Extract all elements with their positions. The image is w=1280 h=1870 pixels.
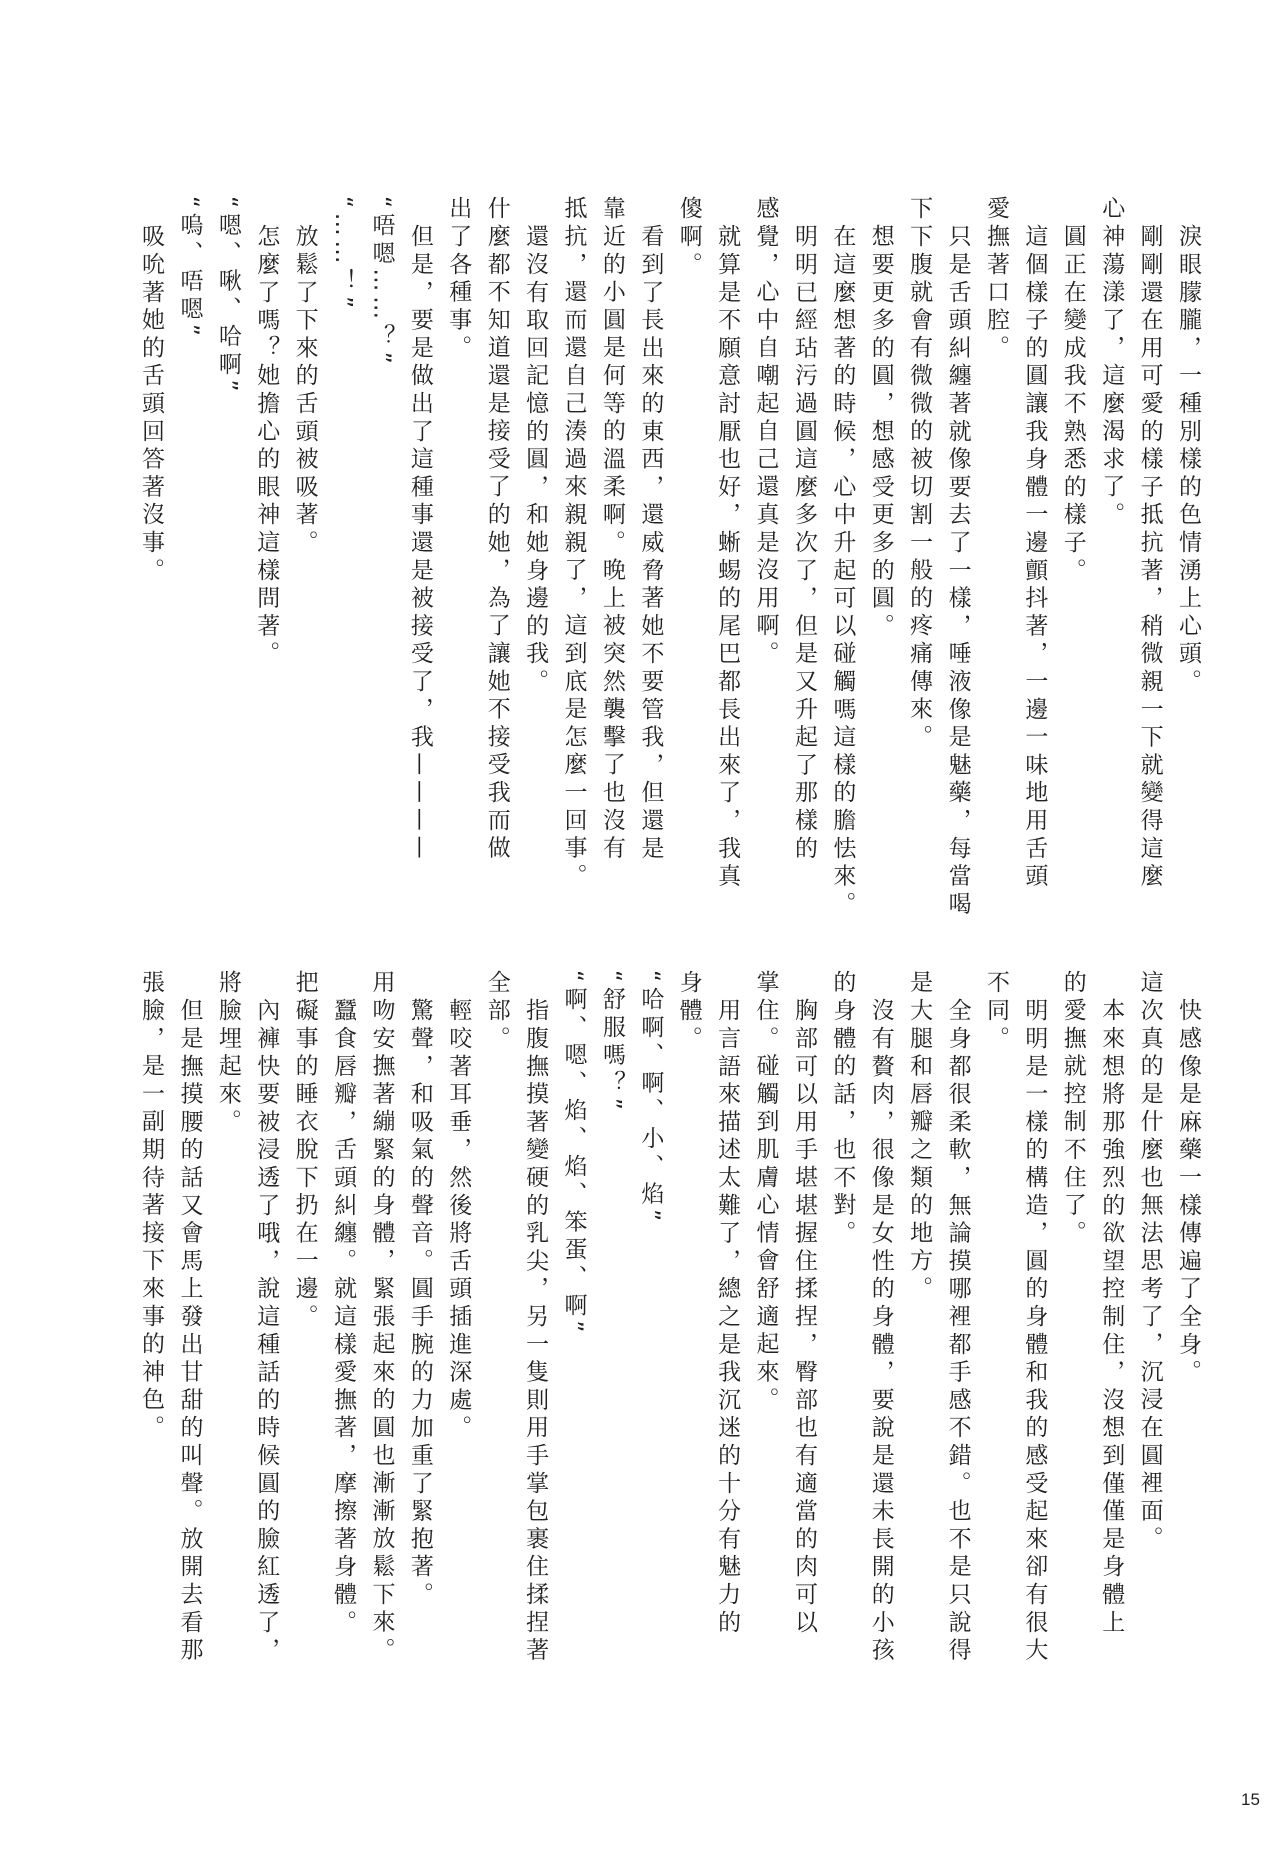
text-column: 不同。 (982, 970, 1009, 1054)
text-column: 快感像是麻藥一樣傳遍了全身。 (1175, 997, 1201, 1387)
text-column: 就算是不願意討厭也好，蜥蜴的尾巴都長出來了，我真 (714, 223, 741, 891)
dialogue-column: “舒服嗎？” (598, 970, 625, 1115)
text-column: 是大腿和唇瓣之類的地方。 (906, 970, 933, 1304)
text-column: 出了各種事。 (445, 196, 472, 363)
text-column: 想要更多的圓，想感受更多的圓。 (867, 223, 894, 641)
text-column: 心神蕩漾了，這麼渴求了。 (1098, 196, 1125, 530)
text-column: 什麼都不知道還是接受了的她，為了讓她不接受我而做 (483, 196, 510, 864)
text-column: 傻啊。 (675, 196, 702, 280)
dialogue-column: “唔嗯……？” (368, 196, 395, 369)
text-column: 圓正在變成我不熟悉的樣子。 (1059, 223, 1086, 586)
text-column: 把礙事的睡衣脫下扔在一邊。 (291, 970, 318, 1332)
text-column: 看到了長出來的東西，還威脅著她不要管我，但還是 (637, 223, 664, 864)
text-column: 張臉，是一副期待著接下來事的神色。 (138, 970, 165, 1443)
text-column: 的愛撫就控制不住了。 (1059, 970, 1086, 1248)
dialogue-column: “……！” (330, 196, 357, 313)
text-column: 用言語來描述太難了，總之是我沉迷的十分有魅力的 (714, 997, 741, 1638)
dialogue-column: “哈啊、啊、小、焰” (637, 970, 664, 1226)
text-column: 輕咬著耳垂，然後將舌頭插進深處。 (445, 997, 472, 1443)
text-column: 這個樣子的圓讓我身體一邊顫抖著，一邊一味地用舌頭 (1021, 223, 1048, 891)
text-column: 但是，要是做出了這種事還是被接受了，我———— (406, 223, 433, 864)
text-column: 剛剛還在用可愛的樣子抵抗著，稍微親一下就變得這麼 (1136, 223, 1163, 891)
dialogue-column: “嗚、唔嗯” (176, 196, 203, 341)
text-column: 掌住。碰觸到肌膚心情會舒適起來。 (752, 970, 779, 1415)
text-column: 全身都很柔軟，無論摸哪裡都手感不錯。也不是只說得 (944, 997, 971, 1665)
text-column: 淚眼朦朧，一種別樣的色情湧上心頭。 (1175, 223, 1201, 697)
text-column: 身體。 (675, 970, 702, 1054)
page-number: 15 (1241, 1790, 1260, 1809)
text-column: 靠近的小圓是何等的溫柔啊。晚上被突然襲擊了也沒有 (598, 196, 625, 864)
text-column: 驚聲，和吸氣的聲音。圓手腕的力加重了緊抱著。 (406, 997, 433, 1610)
text-column: 蠶食唇瓣，舌頭糾纏。就這樣愛撫著，摩擦著身體。 (330, 997, 357, 1638)
text-column: 明明是一樣的構造，圓的身體和我的感受起來卻有很大 (1021, 997, 1048, 1665)
text-column: 的身體的話，也不對。 (829, 970, 856, 1248)
text-column: 吸吮著她的舌頭回答著沒事。 (138, 223, 165, 586)
text-column: 本來想將那強烈的欲望控制住，沒想到僅僅是身體上 (1098, 997, 1125, 1638)
text-column: 愛撫著口腔。 (982, 196, 1009, 363)
text-column: 下下腹就會有微微的被切割一般的疼痛傳來。 (906, 196, 933, 752)
text-column: 用吻安撫著繃緊的身體，緊張起來的圓也漸漸放鬆下來。 (368, 970, 395, 1665)
lower-text-block (131, 970, 1207, 1710)
text-column: 在這麼想著的時候，心中升起可以碰觸嗎這樣的膽怯來。 (829, 223, 856, 919)
text-column: 胸部可以用手堪堪握住揉捏，臀部也有適當的肉可以 (790, 997, 817, 1638)
text-column: 怎麼了嗎？她擔心的眼神這樣問著。 (253, 223, 280, 669)
text-column: 沒有贅肉，很像是女性的身體，要說是還未長開的小孩 (867, 997, 894, 1665)
text-column: 但是撫摸腰的話又會馬上發出甘甜的叫聲。放開去看那 (176, 997, 203, 1665)
text-column: 指腹撫摸著變硬的乳尖，另一隻則用手掌包裹住揉捏著 (522, 997, 549, 1665)
text-column: 感覺，心中自嘲起自己還真是沒用啊。 (752, 196, 779, 669)
text-column: 內褲快要被浸透了哦，說這種話的時候圓的臉紅透了， (253, 997, 280, 1665)
text-column: 只是舌頭糾纏著就像要去了一樣，唾液像是魅藥，每當喝 (944, 223, 971, 919)
text-column: 明明已經玷污過圓這麼多次了，但是又升起了那樣的 (790, 223, 817, 864)
text-column: 這次真的是什麼也無法思考了，沉浸在圓裡面。 (1136, 970, 1163, 1554)
dialogue-column: “啊、嗯、焰、焰、笨蛋、啊” (560, 970, 587, 1338)
text-column: 放鬆了下來的舌頭被吸著。 (291, 223, 318, 558)
text-column: 將臉埋起來。 (214, 970, 241, 1137)
text-column: 抵抗，還而還自己湊過來親親了，這到底是怎麼一回事。 (560, 196, 587, 891)
upper-text-block (131, 196, 1207, 936)
text-column: 全部。 (483, 970, 510, 1054)
text-column: 還沒有取回記憶的圓，和她身邊的我。 (522, 223, 549, 697)
dialogue-column: “嗯、啾、哈啊” (214, 196, 241, 397)
